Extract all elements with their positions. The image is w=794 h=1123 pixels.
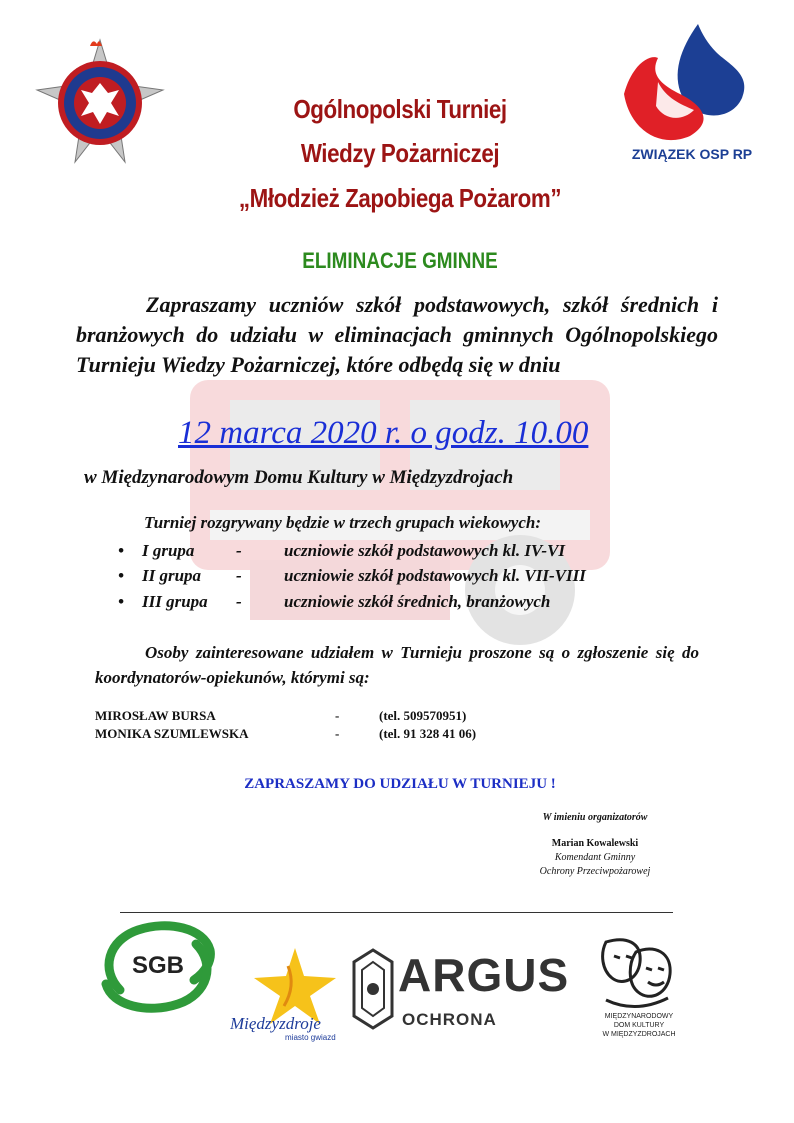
bullet-icon: • — [118, 566, 124, 585]
coordinator-phone: (tel. 509570951) — [379, 708, 467, 723]
osp-rp-logo-text: ZWIĄZEK OSP RP — [631, 146, 753, 162]
coordinator-name: MIROSŁAW BURSA — [95, 708, 216, 723]
invite-line: ZAPRASZAMY DO UDZIAŁU W TURNIEJU ! — [244, 776, 556, 792]
signature-role-1: Komendant Gminny — [554, 852, 636, 863]
miedzyzdroje-tagline: miasto gwiazd — [285, 1033, 336, 1042]
coordinator-name: MONIKA SZUMLEWSKA — [95, 726, 249, 741]
group-desc: uczniowie szkół podstawowych kl. IV-VI — [284, 541, 566, 560]
event-venue: w Międzynarodowym Domu Kultury w Międzyzdrojach — [84, 467, 514, 488]
mdk-line-2: DOM KULTURY — [613, 1022, 665, 1029]
title-line-2: Wiedzy Pożarniczej — [300, 138, 500, 168]
bullet-icon: • — [118, 592, 124, 611]
group-dash: - — [236, 592, 242, 611]
bullet-icon: • — [118, 541, 124, 560]
group-desc: uczniowie szkół średnich, branżowych — [284, 592, 551, 611]
contact-paragraph: Osoby zainteresowane udziałem w Turnieju proszone są o zgłoszenie się do koordynatorów-opiekunów, którymi są: — [95, 643, 699, 687]
sgb-logo-text: SGB — [131, 952, 184, 979]
osp-rp-drop-logo — [620, 24, 760, 144]
groups-intro: Turniej rozgrywany będzie w trzech grupach wiekowych: — [144, 513, 541, 532]
group-name: III grupa — [142, 592, 208, 611]
title-line-1: Ogólnopolski Turniej — [293, 94, 507, 124]
event-date: 12 marca 2020 r. o godz. 10.00 — [178, 415, 589, 451]
signature-role-2: Ochrony Przeciwpożarowej — [539, 866, 651, 877]
signature-on-behalf: W imieniu organizatorów — [542, 812, 648, 823]
subtitle-eliminacje: ELIMINACJE GMINNE — [302, 248, 498, 273]
osp-badge-logo — [35, 38, 165, 168]
fire-truck-background-image — [150, 360, 670, 660]
argus-logo-text: ARGUS — [398, 949, 570, 1001]
group-name: II grupa — [142, 566, 202, 585]
intro-paragraph: Zapraszamy uczniów szkół podstawowych, szkół średnich i branżowych do udziału w eliminacjach gminnych Ogólnopolskiego Turnieju Wiedzy Pożarniczej, które odbędą się w dniu — [76, 292, 718, 377]
mdk-theatre-masks-logo — [596, 934, 678, 1012]
signature-name: Marian Kowalewski — [551, 838, 639, 849]
coordinator-dash: - — [335, 726, 340, 741]
divider — [120, 912, 673, 913]
group-desc: uczniowie szkół podstawowych kl. VII-VIII — [284, 566, 586, 585]
argus-emblem-icon — [352, 948, 394, 1030]
title-line-3: „Młodzież Zapobiega Pożarom” — [238, 183, 562, 213]
group-name: I grupa — [142, 541, 195, 560]
mdk-line-3: W MIĘDZYZDROJACH — [602, 1031, 676, 1038]
coordinator-dash: - — [335, 708, 340, 723]
argus-sub-text: OCHRONA — [402, 1010, 497, 1029]
group-dash: - — [236, 541, 242, 560]
mdk-line-1: MIĘDZYNARODOWY — [604, 1013, 674, 1020]
coordinator-phone: (tel. 91 328 41 06) — [379, 726, 477, 741]
miedzyzdroje-logo-text: Międzyzdroje — [230, 1014, 321, 1033]
group-dash: - — [236, 566, 242, 585]
